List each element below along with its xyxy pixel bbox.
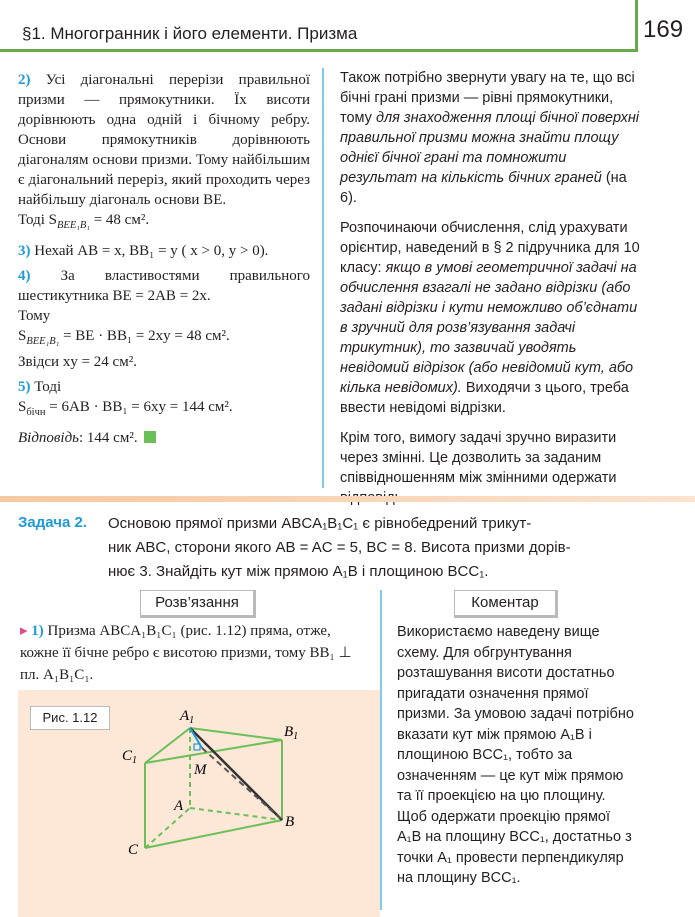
commentary-top [340,68,640,518]
step-then: Тоді S [18,212,57,228]
task-label: Задача 2. [18,514,87,531]
section-title: §1. Многогранник і його елементи. Призма [22,24,358,43]
header-rule [0,49,635,52]
text-italic: якщо в умові геометричної задачі на обчислення взагалі не задано відрізки (або задані відрізки і кути неможливо об’єднати в зручний для розв’язування задачі трикутник), то зазвичай уводять невідомий відрізок (або невідомий кут, або кілька невідомих). [340,260,638,396]
text: (на 6). [340,170,627,206]
step-5 [18,377,310,423]
area-subscript: BEE₁B₁ [57,220,90,231]
task-line: нює 3. Знайдіть кут між прямою A₁B і площиною BCC₁. [108,563,489,580]
step-number: 2) [18,72,31,88]
text: Виходячи з цього, треба ввести невідомі відрізки. [340,380,629,416]
solution-header: Розв’язання [140,590,256,618]
area-subscript: BEE₁B₁ [26,336,60,347]
step-3 [18,241,310,261]
task-band [0,496,695,502]
commentary-para-2 [340,218,640,418]
label-a1: $A_1$ [180,708,195,726]
header-tick [635,0,638,52]
formula-s: S [18,399,27,415]
step-number: 3) [18,243,31,259]
task-statement [108,512,648,584]
formula-rest: = 6AB · BB₁ = 6xy = 144 см². [45,399,233,415]
answer [18,428,310,448]
task-line: ник ABC, сторони якого AB = AC = 5, BC = 8. Висота призми дорів- [108,539,571,556]
column-divider [380,590,382,910]
step-hence: Звідси xy = 24 см². [18,354,137,370]
prism-figure [18,690,380,917]
step-number: 5) [18,379,31,395]
step-number: 1) [31,623,44,639]
figure-label: Рис. 1.12 [30,706,110,730]
step-4 [18,266,310,372]
text-italic: для знаходження площі бічної поверхні правильної призми можна знайти площу однієї бічної грані та помножити результат на кількість бічних граней [340,110,640,186]
column-divider [322,68,324,488]
commentary-header: Коментар [454,590,558,618]
edge-ac [145,808,190,848]
step-text: Усі діагональні перерізи правильної призми — прямокутники. Їх висоти дорівнюють одна одній і бічному ребру. Основи прямокутників дорівнюють діагоналям основи призми. Тому найбільшим є діагональний переріз, який проходить через найбільшу діагональ основи BE. [18,72,310,208]
edge-a1c1 [145,728,190,763]
commentary-para-3: Крім того, вимогу задачі зручно виразити через змінні. Це дозволить за заданим співвідношенням між змінними одержати [340,430,617,486]
formula-rest: = BE · BB₁ = 2xy = 48 см². [59,328,230,344]
text: Розпочинаючи обчислення, слід урахувати орієнтир, наведений в § 2 підручника для 10 класу: [340,220,640,276]
answer-value: : 144 см². [79,430,138,446]
step-then: Тоді [34,379,62,395]
task-line: Основою прямої призми ABCA₁B₁C₁ є рівнобедрений трикут- [108,515,532,532]
end-of-solution-icon [144,431,156,443]
label-c: C [128,842,139,858]
step-number: 4) [18,268,31,284]
edge-ab [190,808,282,820]
label-b: B [285,814,295,830]
step-text: За властивостями правильного шестикутника BE = 2AB = 2x. [18,268,311,304]
step-equation: = 48 см². [89,212,150,228]
step-text: Нехай AB = x, BB₁ = y ( x > 0, y > 0). [34,243,269,259]
bullet-arrow-icon: ▸ [20,623,28,639]
text: Також потрібно звернути увагу на те, що всі бічні грані призми — рівні прямокутники, тому [340,70,635,126]
step-so: Тому [18,308,51,324]
label-c1: $C_1$ [122,748,138,766]
edge-a1b1 [190,728,282,740]
commentary-para-1 [340,68,640,208]
step-text: Призма ABCA₁B₁C₁ (рис. 1.12) пряма, отже, кожне її бічне ребро є висотою призми, тому BB₁ ⊥ пл. A₁B₁C₁. [20,623,352,683]
label-m: M [194,762,207,778]
edge-bc [145,820,282,848]
answer-label: Відповідь [18,430,80,446]
segment-mb [202,748,282,820]
label-a: A [174,798,184,814]
step-2 [18,70,310,236]
page-number: 169 [643,16,684,43]
label-b1: $B_1$ [284,724,299,742]
formula-s: S [18,328,27,344]
area-subscript: бічн [26,407,46,418]
commentary-2: Використаємо наведену вище схему. Для обгрунтування розташування висоти достатньо пригадати означення прямої призми. За умовою задачі потрібно вказати кут між прямою A₁B і площиною BCC₁, тобто за означенням — це кут між прямою та її проекцією на цю площину. Щоб одержати проекцію прямої A₁B на площину BCC₁, достатньо з точки A₁ провести перпендикуляр на площину BCC₁. [397,624,634,886]
solution-top [18,70,310,453]
solution-step-1 [20,620,370,686]
